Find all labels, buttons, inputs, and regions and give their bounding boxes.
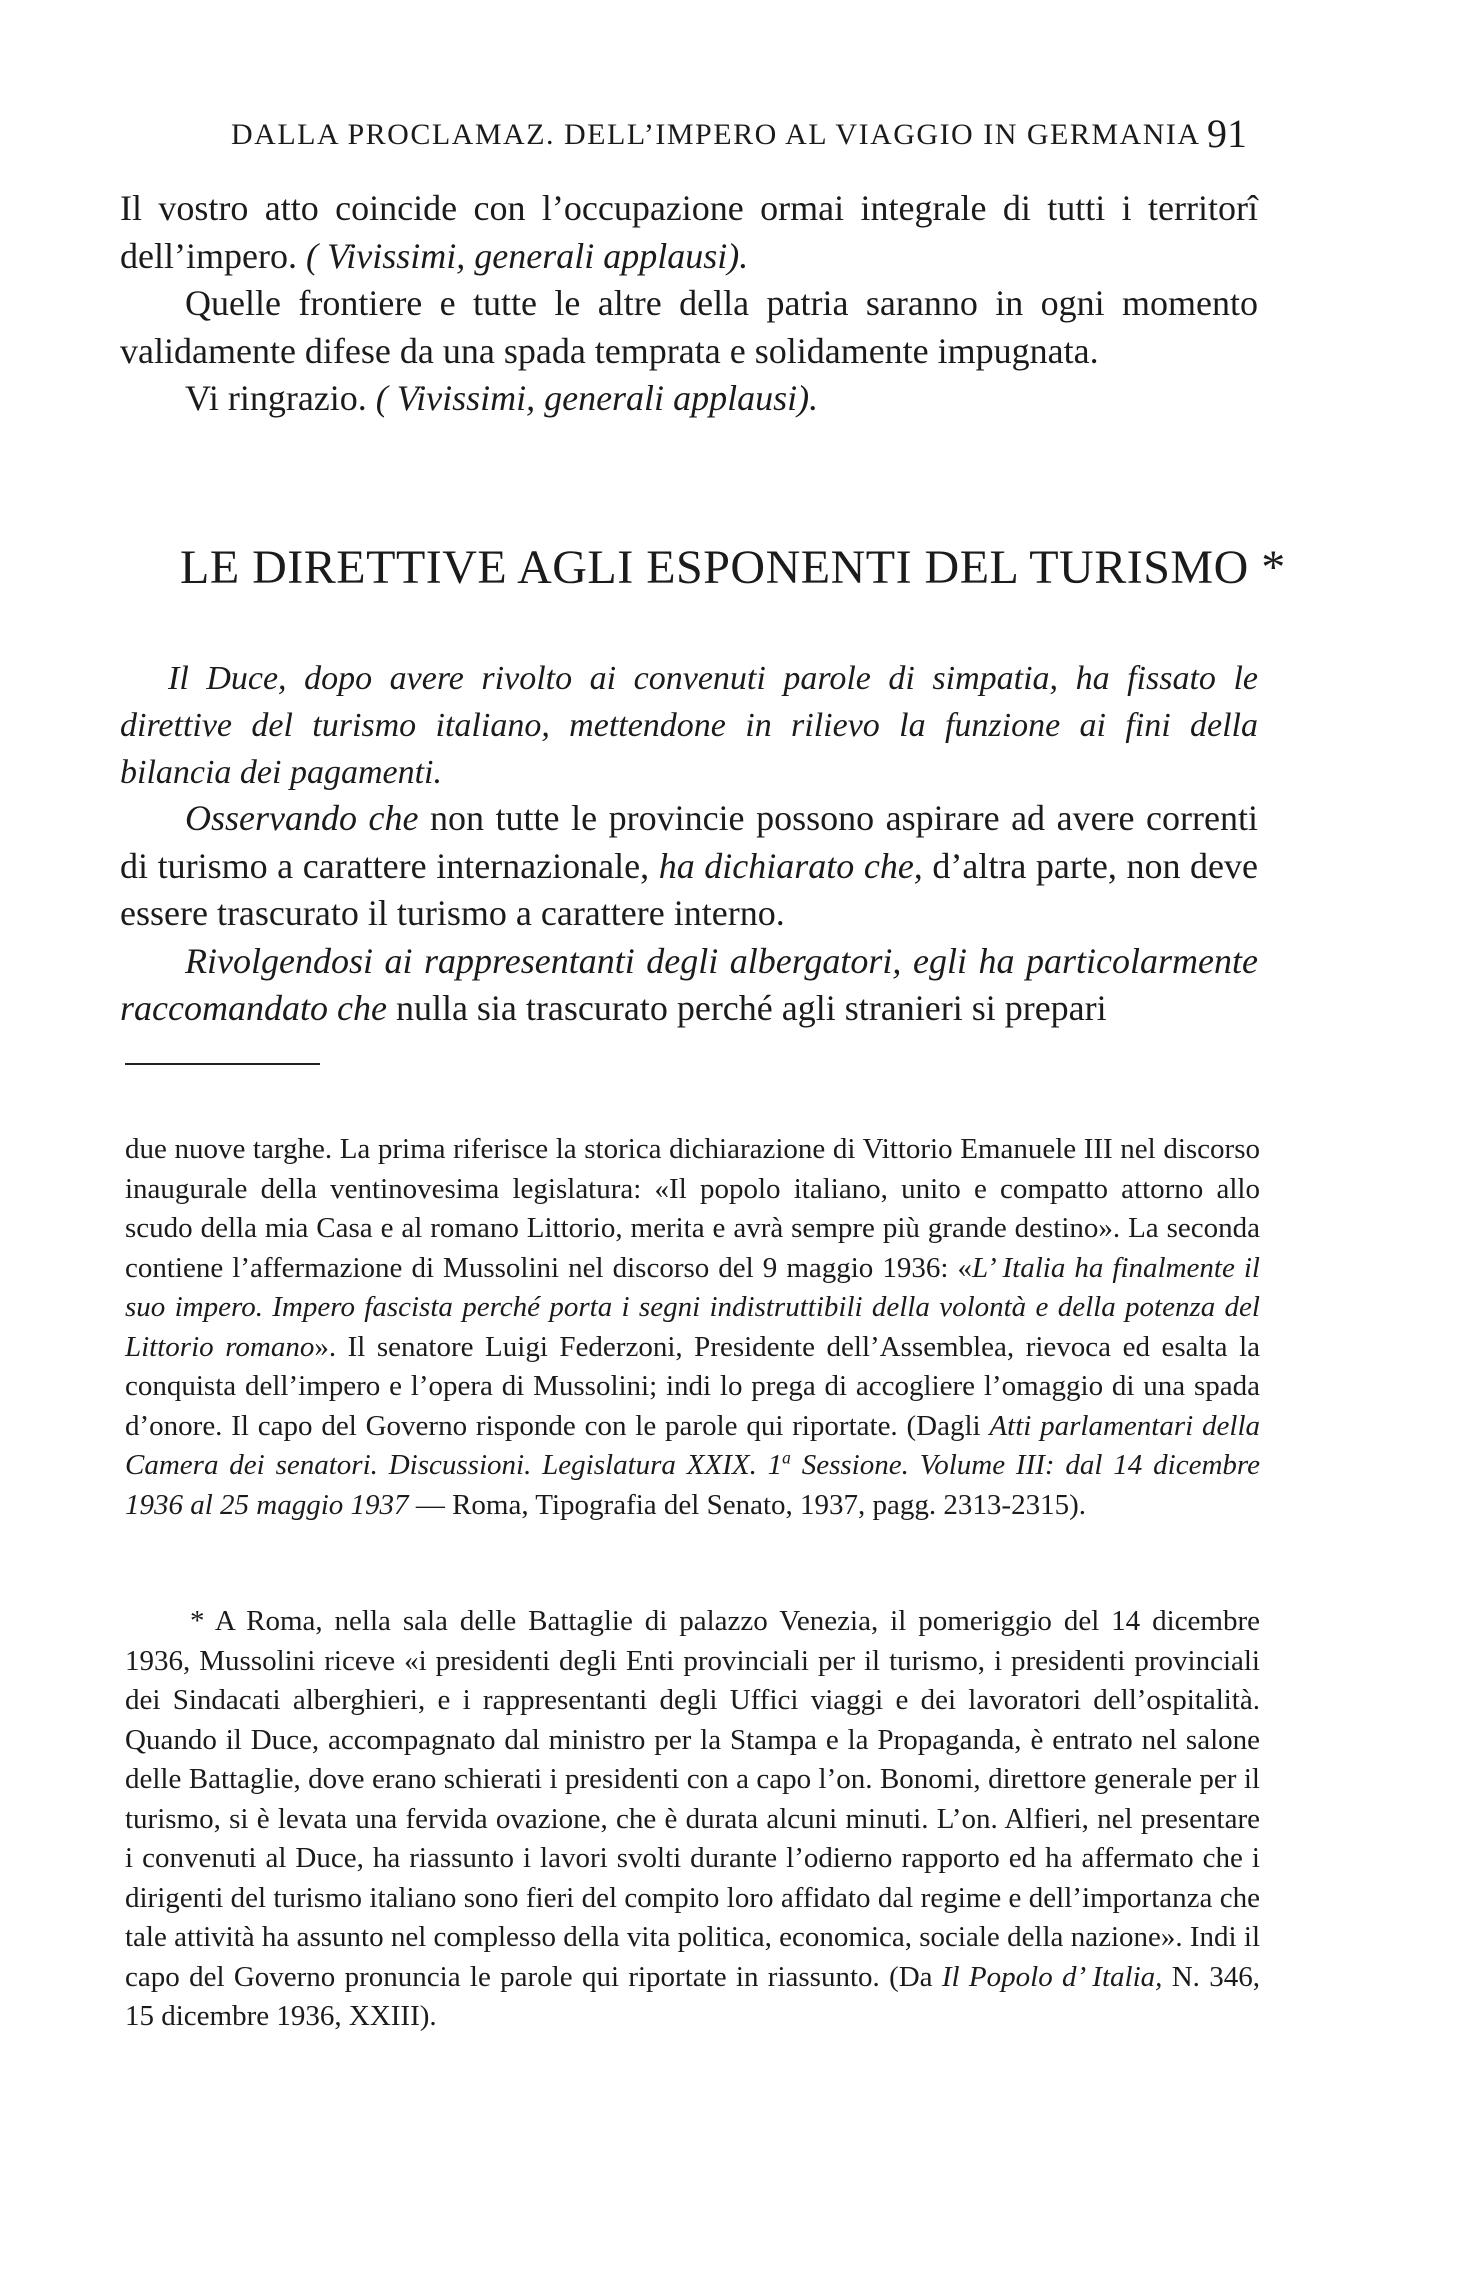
text-run: * A Roma, nella sala delle Battaglie di palazzo Venezia, il pomeriggio del 14 dicembre 1936, Mussolini riceve «i presidenti degli Enti provinciali per il turismo, i presidenti provinciali dei Sindacati alberghieri, e i rappresentanti degli Uffici viaggi e dei lavoratori dell’ospitalità. Quando il Duce, accompagnato dal ministro per la Stampa e la Propaganda, è entrato nel salone delle Battaglie, dove erano schierati i presidenti con a capo l’on. Bonomi, direttore generale per il turismo, si è levata una fervida ovazione, che è durata alcuni minuti. L’on. Alfieri, nel presentare i convenuti al Duce, ha riassunto i lavori svolti durante l’odierno rapporto ed ha affermato che i dirigenti del turismo italiano sono fieri del compito loro affidato dal regime e dell’importanza che tale attività ha assunto nel complesso della vita politica, economica, sociale della nazione». Indi il capo del Governo pronuncia le parole qui riportate in riassunto. (Da	[125, 1605, 1260, 1993]
closing-remarks	[120, 185, 1258, 423]
text-run: d’altra parte, non deve essere trascurato il turismo a carattere interno.	[120, 845, 1259, 933]
text-run: N. 346, 15 dicembre 1936, XXIII).	[125, 1960, 1260, 2032]
text-run: ». Il senatore Luigi Federzoni, Presidente dell’Assemblea, rievoca ed esalta la conquista dell’impero e l’opera di Mussolini; indi lo prega di accogliere l’omaggio di una spada d’onore. Il capo del Governo risponde con le parole qui riportate. (Dagli	[125, 1330, 1260, 1442]
italic-run: L’ Italia ha finalmente il suo impero. Impero fascista perché porta i segni indistruttibili della volontà e della potenza del Littorio romano	[125, 1251, 1260, 1363]
section-title: LE DIRETTIVE AGLI ESPONENTI DEL TURISMO *	[180, 541, 1286, 594]
italic-run: Atti parlamentari della Camera dei senatori. Discussioni. Legislatura XXIX. 1	[125, 1409, 1260, 1481]
text-run: Vi ringrazio.	[185, 378, 376, 418]
paragraph	[120, 375, 1258, 423]
speech-report	[120, 795, 1258, 1033]
italic-run: Il Popolo d’ Italia,	[941, 1960, 1163, 1993]
applause-note: ( Vivissimi, generali applausi).	[375, 378, 819, 418]
footnote-continued	[125, 1130, 1260, 1525]
footnote-paragraph	[125, 1130, 1260, 1525]
footnote-divider	[125, 1063, 320, 1065]
text-run: nulla sia trascurato perché agli stranieri si prepari	[386, 988, 1107, 1028]
italic-run: Rivolgendosi ai rappresentanti degli albergatori, egli ha particolarmente raccomandato che	[120, 940, 1258, 1028]
italic-run: ha dichiarato che,	[658, 845, 923, 886]
section-summary	[120, 655, 1258, 796]
page-number: 91	[1207, 111, 1247, 156]
footnote-asterisk	[125, 1602, 1260, 2037]
paragraph: Quelle frontiere e tutte le altre della patria saranno in ogni momento validamente difese da una spada temprata e solidamente impugnata.	[120, 283, 1258, 371]
text-run: Il vostro atto coincide con l’occupazione ormai integrale di tutti i territorî dell’impero.	[120, 188, 1258, 276]
paragraph	[120, 185, 1258, 280]
italic-run: Osservando che	[185, 798, 419, 838]
applause-note: ( Vivissimi, generali applausi).	[305, 235, 749, 276]
paragraph	[120, 795, 1258, 938]
text-run: non tutte le provincie possono aspirare ad avere correnti di turismo a carattere internazionale,	[120, 798, 1258, 886]
text-run: due nuove targhe. La prima riferisce la storica dichiarazione di Vittorio Emanuele III nel discorso inaugurale della ventinovesima legislatura: «Il popolo italiano, unito e compatto attorno allo scudo della mia Casa e al romano Littorio, merita e avrà sempre più grande destino». La seconda contiene l’affermazione di Mussolini nel discorso del 9 maggio 1936: «	[125, 1133, 1260, 1284]
summary-paragraph: Il Duce, dopo avere rivolto ai convenuti parole di simpatia, ha fissato le direttive del turismo italiano, mettendone in rilievo la funzione ai fini della bilancia dei pagamenti.	[120, 660, 1258, 791]
text-run: — Roma, Tipografia del Senato, 1937, pagg. 2313-2315).	[408, 1488, 1086, 1521]
italic-run: Sessione. Volume III: dal 14 dicembre 1936 al 25 maggio 1937	[125, 1449, 1260, 1521]
footnote-paragraph	[125, 1602, 1260, 2037]
paragraph	[120, 938, 1258, 1033]
running-header: DALLA PROCLAMAZ. DELL’IMPERO AL VIAGGIO IN GERMANIA	[231, 118, 1201, 151]
superscript: a	[782, 1447, 791, 1468]
